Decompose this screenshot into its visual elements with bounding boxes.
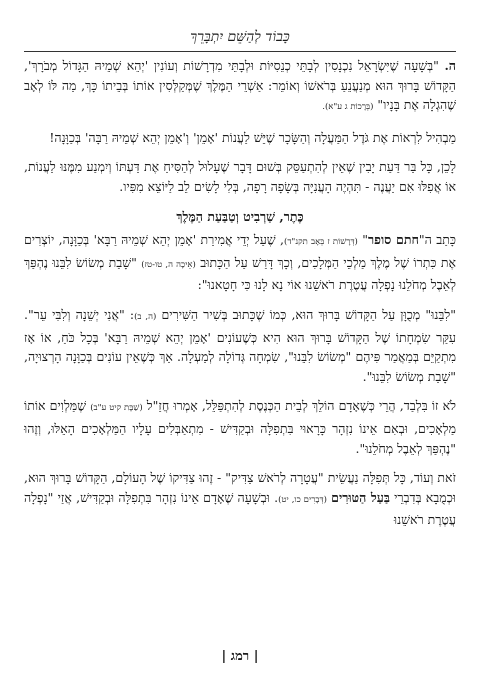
talmud-quote: "בְּשָׁעָה שֶׁיִּשְׂרָאֵל נִכְנָסִין לְבָתֵּי כְנֵסִיּוֹת וּלְבָתֵּי מִדְרָשׁוֹת וְעוֹנִין 'יְהֵא שְׁמֵיהּ הַגָּדוֹל מְבֹרָךְ', הַקָּדוֹשׁ בָּרוּךְ הוּא מְנַעֲנֵעַ בְּרֹאשׁוֹ וְאוֹמֵר: אַשְׁרֵי הַמֶּלֶךְ שֶׁמְּקַלְּסִין אוֹתוֹ בְּבֵיתוֹ כָּךְ, מַה לּוֹ לְאָב שֶׁהִגְלָה אֶת בָּנָיו": [24, 58, 456, 113]
source-reference: (בְּרָכוֹת ג ע"א).: [322, 102, 374, 113]
paragraph-libenu: "לִבֵּנוּ" מְכֻוָּן עַל הַקָּדוֹשׁ בָּרוּךְ הוּא, כְּמוֹ שֶׁכָּתוּב בְּשִׁיר הַשִּׁירִים (ה, ב): "אֲנִי יְשֵׁנָה וְלִבִּי עֵר". עִקַּר שִׂמְחָתוֹ שֶׁל הַקָּדוֹשׁ בָּרוּךְ הוּא הִיא כְּשֶׁעוֹנִים 'אָמֵן יְהֵא שְׁמֵיהּ רַבָּא' בְּכָל כֹּחַ, אוֹ אָז מִתְקַיֵּם בְּמַאֲמַר פִּיהֶם "מְשׂוֹשׂ לִבֵּנוּ", שִׂמְחָה גְּדוֹלָה לְמַעְלָה. אַךְ כְּשֶׁאֵין עוֹנִים בְּכַוָּנָה הָרְצוּיָה, "שָׁבַת מְשׂוֹשׂ לִבֵּנוּ".: [24, 306, 456, 384]
paragraph-amazing: מַבְהִיל לִרְאוֹת אֶת גֹּדֶל הַמַּעֲלָה וְהַשָּׂכָר שֶׁיֵּשׁ לַעֲנוֹת 'אָמֵן' וְ'אָמֵן יְהֵא שְׁמֵיהּ רַבָּה' בְּכַוָּנָה!: [49, 129, 456, 145]
source-reference: (דְּרָשׁוֹת ז בְּאָב תקנ"ד): [284, 237, 358, 248]
paragraph-angels: לֹא זוֹ בִּלְבַד, הֲרֵי כְּשֶׁאָדָם הוֹלֵךְ לְבֵית הַכְּנֶסֶת לְהִתְפַּלֵּל, אָמְרוּ חֲזַ"ל (שַׁבָּת קיט ע"ב) שֶׁמַּלְוִים אוֹתוֹ מַלְאָכִים, וּבְאִם אֵינוֹ נִזְהָר כָּרָאוּי בִּתְפִלָּה וּבְקַדִּישׁ - מִתְאַבְּלִים עָלָיו הַמַּלְאָכִים הָאֵלּוּ, וְזֶהוּ "נֶהְפַּךְ לְאֵבֶל מְחֹלֵנוּ".: [24, 398, 457, 456]
paragraph-crown: זֹאת וְעוֹד, כָּל תְּפִלָּה נַעֲשֵׂית "עֲטָרָה לְרֹאשׁ צַדִּיק" - זֶהוּ צַדִּיקוֹ שֶׁל הָעוֹלָם, הַקָּדוֹשׁ בָּרוּךְ הוּא, וּכְמֻבָא בְּדִבְרֵי בַּעַל הַטּוּרִים (דְּבָרִים כו, יט). וּבְשָׁעָה שֶׁאָדָם אֵינוֹ נִזְהָר בִּתְפִלָּה וּבְקַדִּישׁ, אֲזַי "נָפְלָה עֲטֶרֶת רֹאשֵׁנוּ: [24, 470, 457, 528]
running-header: כָּבוֹד לְהַשֵּׁם יִתְבָּרֵךְ: [190, 29, 290, 45]
page-number: | רמג |: [221, 649, 259, 664]
header-rule: [24, 51, 456, 52]
author-name: חתם סופר: [368, 232, 419, 248]
paragraph-5: [24, 56, 456, 118]
source-reference: (דְּבָרִים כו, יט): [278, 494, 327, 505]
source-reference: (שַׁבָּת קיט ע"ב): [90, 403, 143, 414]
page-body: [24, 56, 456, 530]
paragraph-number: ה.: [444, 58, 456, 73]
paragraph-therefore: לָכֵן, כָּל בַּר דַּעַת יָבִין שֶׁאֵין לְהִתְעַסֵּק בְּשׁוּם דָּבָר שֶׁעָלוּל לְהַסִּיחַ אֶת דַּעְתּוֹ וְיִמְנַע מִמֶּנּוּ לַעֲנוֹת, אוֹ אֲפִלּוּ אִם יַעֲנֶה - תִּהְיֶה הָעֲנִיָּה בְּשָׂפָה רָפָה, בְּלִי לָשִׂים לֵב לַיּוֹצֵא מִפִּיו.: [24, 159, 456, 194]
source-reference: (אֵיכָה ה, טו-טז): [141, 259, 196, 270]
section-title: כֶּתֶר, שַׁרְבִיט וְטַבַּעַת הַמֶּלֶךְ: [176, 208, 304, 224]
paragraph-chatam-sofer: כָּתַב ה"חתם סופר" (דְּרָשׁוֹת ז בְּאָב תקנ"ד), שֶׁעַל יְדֵי אֲמִירַת 'אָמֵן יְהֵא שְׁמֵיהּ רַבָּא' בְּכַוָּנָה, יוֹצְרִים אֶת כִּתְרוֹ שֶׁל מֶלֶךְ מַלְכֵי הַמְּלָכִים, וְכָךְ דָּרַשׁ עַל הַכָּתוּב (אֵיכָה ה, טו-טז) "שָׁבַת מְשׂוֹשׂ לִבֵּנוּ נֶהְפַּךְ לְאֵבֶל מְחֹלֵנוּ נָפְלָה עֲטֶרֶת רֹאשֵׁנוּ אוֹי נָא לָנוּ כִּי חָטָאנוּ":: [24, 232, 457, 293]
source-reference: (ה, ב): [134, 311, 157, 322]
author-name: בַּעַל הַטּוּרִים: [331, 489, 390, 505]
